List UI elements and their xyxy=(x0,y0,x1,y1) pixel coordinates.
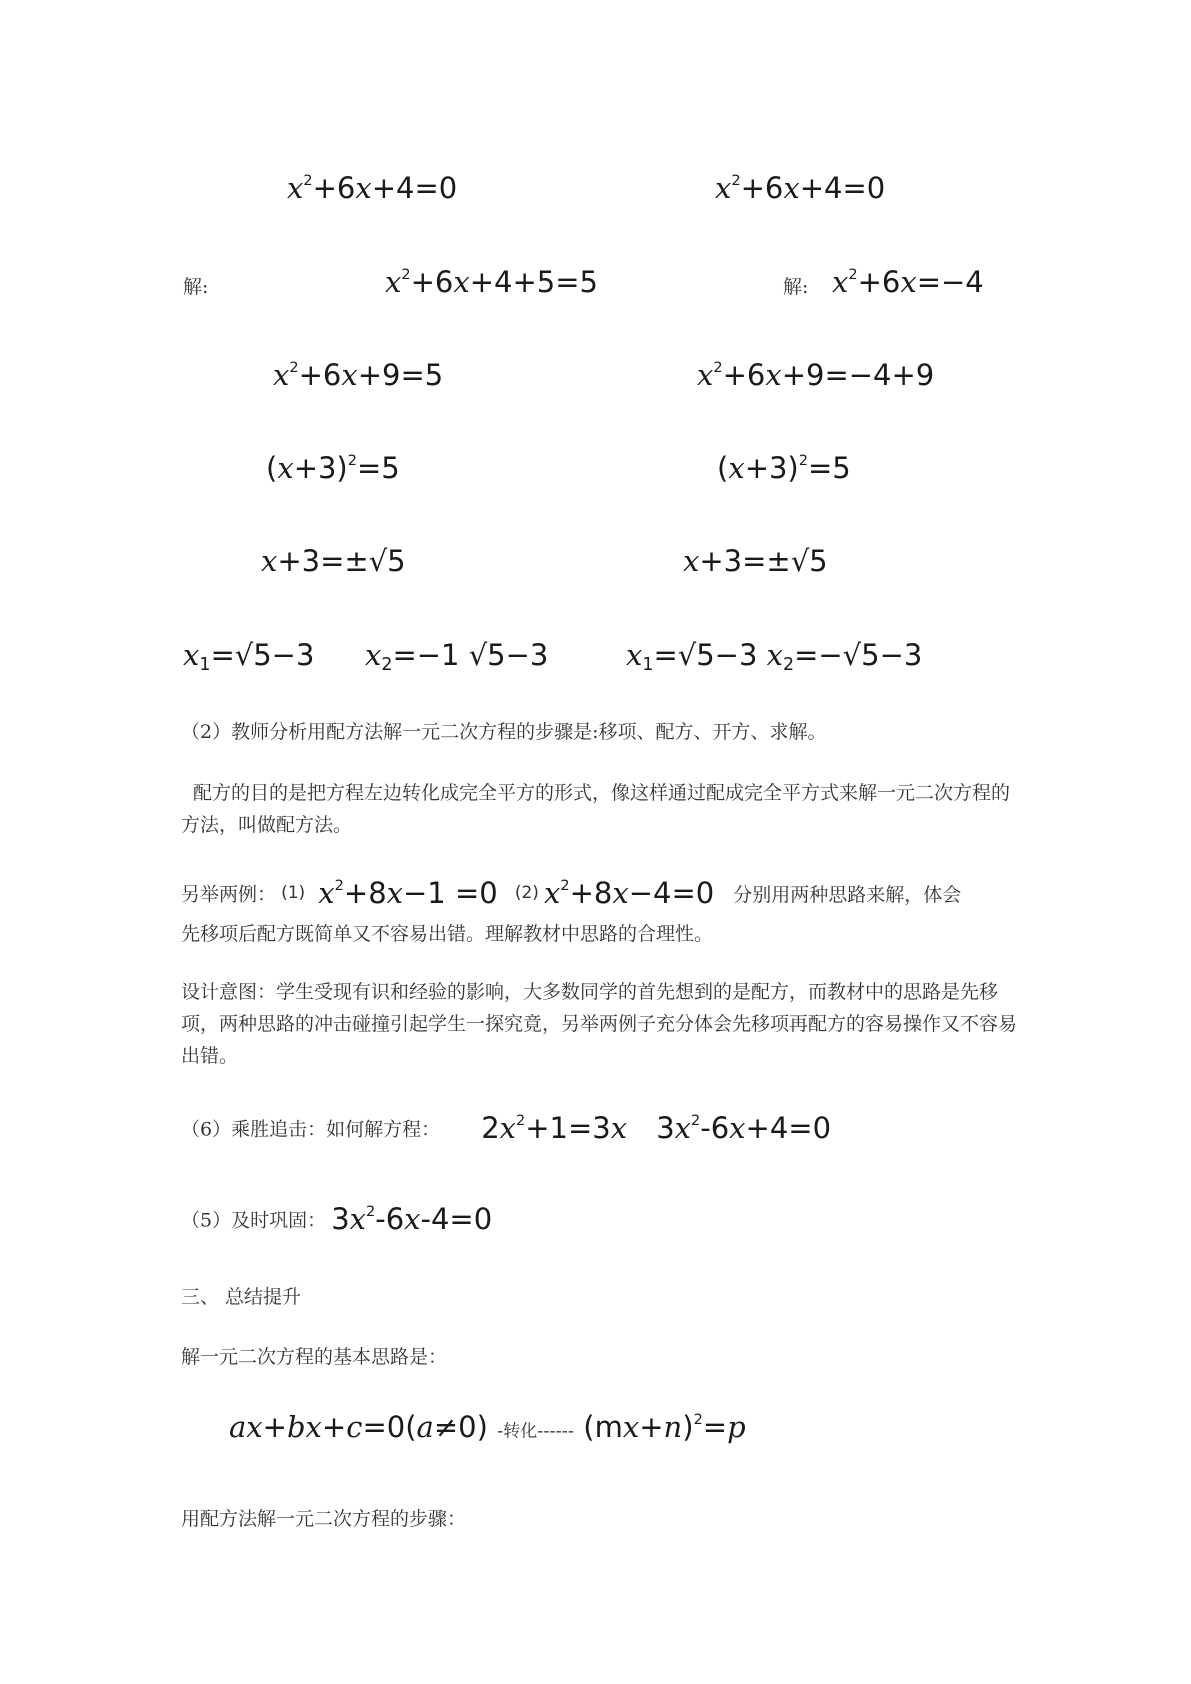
pursuit-line: （6）乘胜追击：如何解方程： $2x^2+1=3x$ $3x^2-6x+4=0$ xyxy=(181,1111,832,1145)
left-eq-6a: $x_1=√5-3$ xyxy=(183,638,315,676)
basic-idea-heading: 解一元二次方程的基本思路是： xyxy=(181,1346,448,1368)
right-eq-3: $x^2+6x+9=-4+9$ xyxy=(697,358,935,392)
example-eq-1: $x^2+8x-1 =0$ xyxy=(318,876,498,910)
right-eq-4: $(x+3)^2=5$ xyxy=(717,451,851,485)
right-eq-2: $x^2+6x=-4$ xyxy=(832,265,984,299)
example-eq-2: $x^2+8x-4=0$ xyxy=(544,876,715,910)
steps-paragraph: （2）教师分析用配方法解一元二次方程的步骤是:移项、配方、开方、求解。 xyxy=(181,721,827,743)
examples-line: 另举两例： (1) $x^2+8x-1 =0$ (2) $x^2+8x-4=0$ 分别用两种思路来解，体会 xyxy=(181,876,962,910)
examples-line-2: 先移项后配方既简单又不容易出错。理解教材中思路的合理性。 xyxy=(181,923,714,945)
left-eq-4: $(x+3)^2=5$ xyxy=(266,451,400,485)
left-eq-3: $x^2+6x+9=5$ xyxy=(273,358,444,392)
left-eq-6b: $x_2=-1$ √5−3 xyxy=(365,638,549,676)
left-eq-1: $x^2+6x+4=0$ xyxy=(287,171,458,205)
steps-heading: 用配方法解一元二次方程的步骤： xyxy=(181,1508,467,1530)
pursuit-eq-b: $3x^2-6x+4=0$ xyxy=(656,1111,832,1145)
idea-formula: ax+bx+c=0(a≠0) -转化------ $(mx+n)^2=p$ xyxy=(229,1410,746,1444)
left-eq-2: $x^2+6x+4+5=5$ xyxy=(385,265,598,299)
pursuit-eq-a: $2x^2+1=3x$ xyxy=(481,1111,628,1145)
design-intent-paragraph: 设计意图：学生受现有识和经验的影响，大多数同学的首先想到的是配方，而教材中的思路是先移项，两种思路的冲击碰撞引起学生一探究竟，另举两例子充分体会先移项再配方的容易操作又不容易出错。 xyxy=(181,981,1018,1067)
right-solution-label: 解: xyxy=(783,276,809,298)
right-eq-5: x+3=±√5 xyxy=(683,544,828,578)
left-eq-5: x+3=±√5 xyxy=(261,544,406,578)
consolidate-line: （5）及时巩固： $3x^2-6x-4=0$ xyxy=(181,1202,493,1236)
consolidate-eq: $3x^2-6x-4=0$ xyxy=(331,1202,493,1236)
left-solution-label: 解: xyxy=(183,276,209,298)
right-eq-6: $x_1=√5-3$ $x_2=-√5-3$ xyxy=(626,638,923,676)
purpose-paragraph: 配方的目的是把方程左边转化成完全平方的形式，像这样通过配成完全平方式来解一元二次方程的方法，叫做配方法。 xyxy=(181,782,1011,836)
section-3-heading: 三、 总结提升 xyxy=(181,1286,302,1308)
right-eq-1: $x^2+6x+4=0$ xyxy=(715,171,886,205)
